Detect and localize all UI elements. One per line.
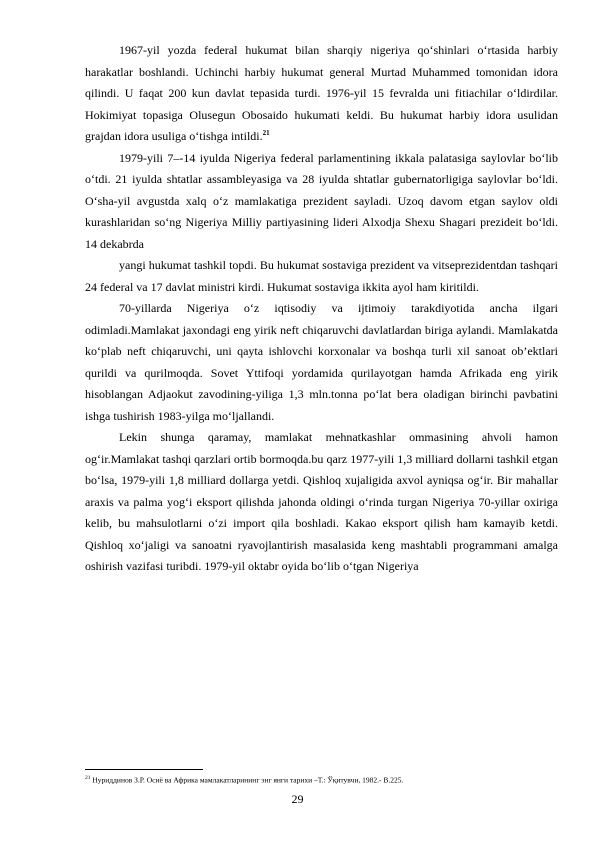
- page-number: 29: [291, 792, 304, 806]
- paragraph-4-text: 70-yillarda Nigeriya o‘z iqtisodiy va ijtimoiy tarakdiyotida ancha ilgari odimladi.Mamlakat jaxondagi eng yirik neft chiqaruvchi davlatlardan biriga aylandi. Mamlakatda ko‘plab neft chiqaruvchi, uni qayta ishlovchi korxonalar va boshqa turli xil sanoat ob’ektlari qurildi va qurilmoqda. Sovet Yttifoqi yordamida qurilayotgan hamda Afrikada eng yirik hisoblangan Adjaokut zavodining-yiliga 1,3 mln.tonna po‘lat bera oladigan birinchi pavbatini ishga tushirish 1983-yilga mo‘ljallandi.: [85, 301, 558, 423]
- paragraph-2: [85, 148, 558, 256]
- paragraph-5-text: Lekin shunga qaramay, mamlakat mehnatkashlar ommasining ahvoli hamon og‘ir.Mamlakat tashqi qarzlari ortib bormoqda.bu qarz 1977-yili 1,3 milliard dollarni tashkil etgan bo‘lsa, 1979-yili 1,8 milliard dollarga yetdi. Qishloq xujaligida axvol ayniqsa og‘ir. Bir mahallar araxis va palma yog‘i eksport qilishda jahonda oldingi o‘rinda turgan Nigeriya 70-yillar oxiriga kelib, bu mahsulotlarni o‘zi import qila boshladi. Kakao eksport qilish ham kamayib ketdi. Qishloq xo‘jaligi va sanoatni ryavojlantirish masalasida keng mashtabli programmani amalga oshirish vazifasi turibdi. 1979-yil oktabr oyida bo‘lib o‘tgan Nigeriya: [85, 430, 558, 573]
- paragraph-2-text: 1979-yili 7–-14 iyulda Nigeriya federal parlamentining ikkala palatasiga saylovlar bo‘lib o‘tdi. 21 iyulda shtatlar assambleyasiga va 28 iyulda shtatlar gubernatorligiga saylovlar bo‘ldi. O‘sha-yil avgustda xalq o‘z mamlakatiga prezident sayladi. Uzoq davom etgan saylov oldi kurashlaridan so‘ng Nigeriya Milliy partiyasining lideri Alxodja Shexu Shagari prezideit bo‘ldi. 14 dekabrda: [85, 150, 558, 251]
- footnote-divider: [85, 769, 203, 770]
- paragraph-4: [85, 298, 558, 427]
- paragraph-3-text: yangi hukumat tashkil topdi. Bu hukumat sostaviga prezident va vitseprezidentdan tashqari 24 federal va 17 davlat ministri kirdi. Hukumat sostaviga ikkita ayol ham kiritildi.: [85, 258, 558, 294]
- paragraph-5: [85, 427, 558, 578]
- document-body: [85, 40, 558, 578]
- paragraph-3: [85, 255, 558, 298]
- footnote-marker: 21: [85, 775, 91, 781]
- footnote-text: Нуриддинов З.Р. Осиё ва Африка мамлакатларининг энг янги тарихи –Т.: Ўқитувчи, 1982.- В.225.: [90, 775, 404, 785]
- paragraph-1: [85, 40, 558, 148]
- footnote-ref[interactable]: 21: [262, 129, 270, 137]
- footnote: [85, 773, 558, 786]
- paragraph-1-text: 1967-yil yozda federal hukumat bilan sharqiy nigeriya qo‘shinlari o‘rtasida harbiy harakatlar boshlandi. Uchinchi harbiy hukumat general Murtad Muhammed tomonidan idora qilindi. U faqat 200 kun davlat tepasida turdi. 1976-yil 15 fevralda uni fitiachilar o‘ldirdilar. Hokimiyat topasiga Olusegun Obosaido hukumati keldi. Bu hukumat harbiy idora usulidan grajdan idora usuliga o‘tishga intildi.: [85, 43, 558, 143]
